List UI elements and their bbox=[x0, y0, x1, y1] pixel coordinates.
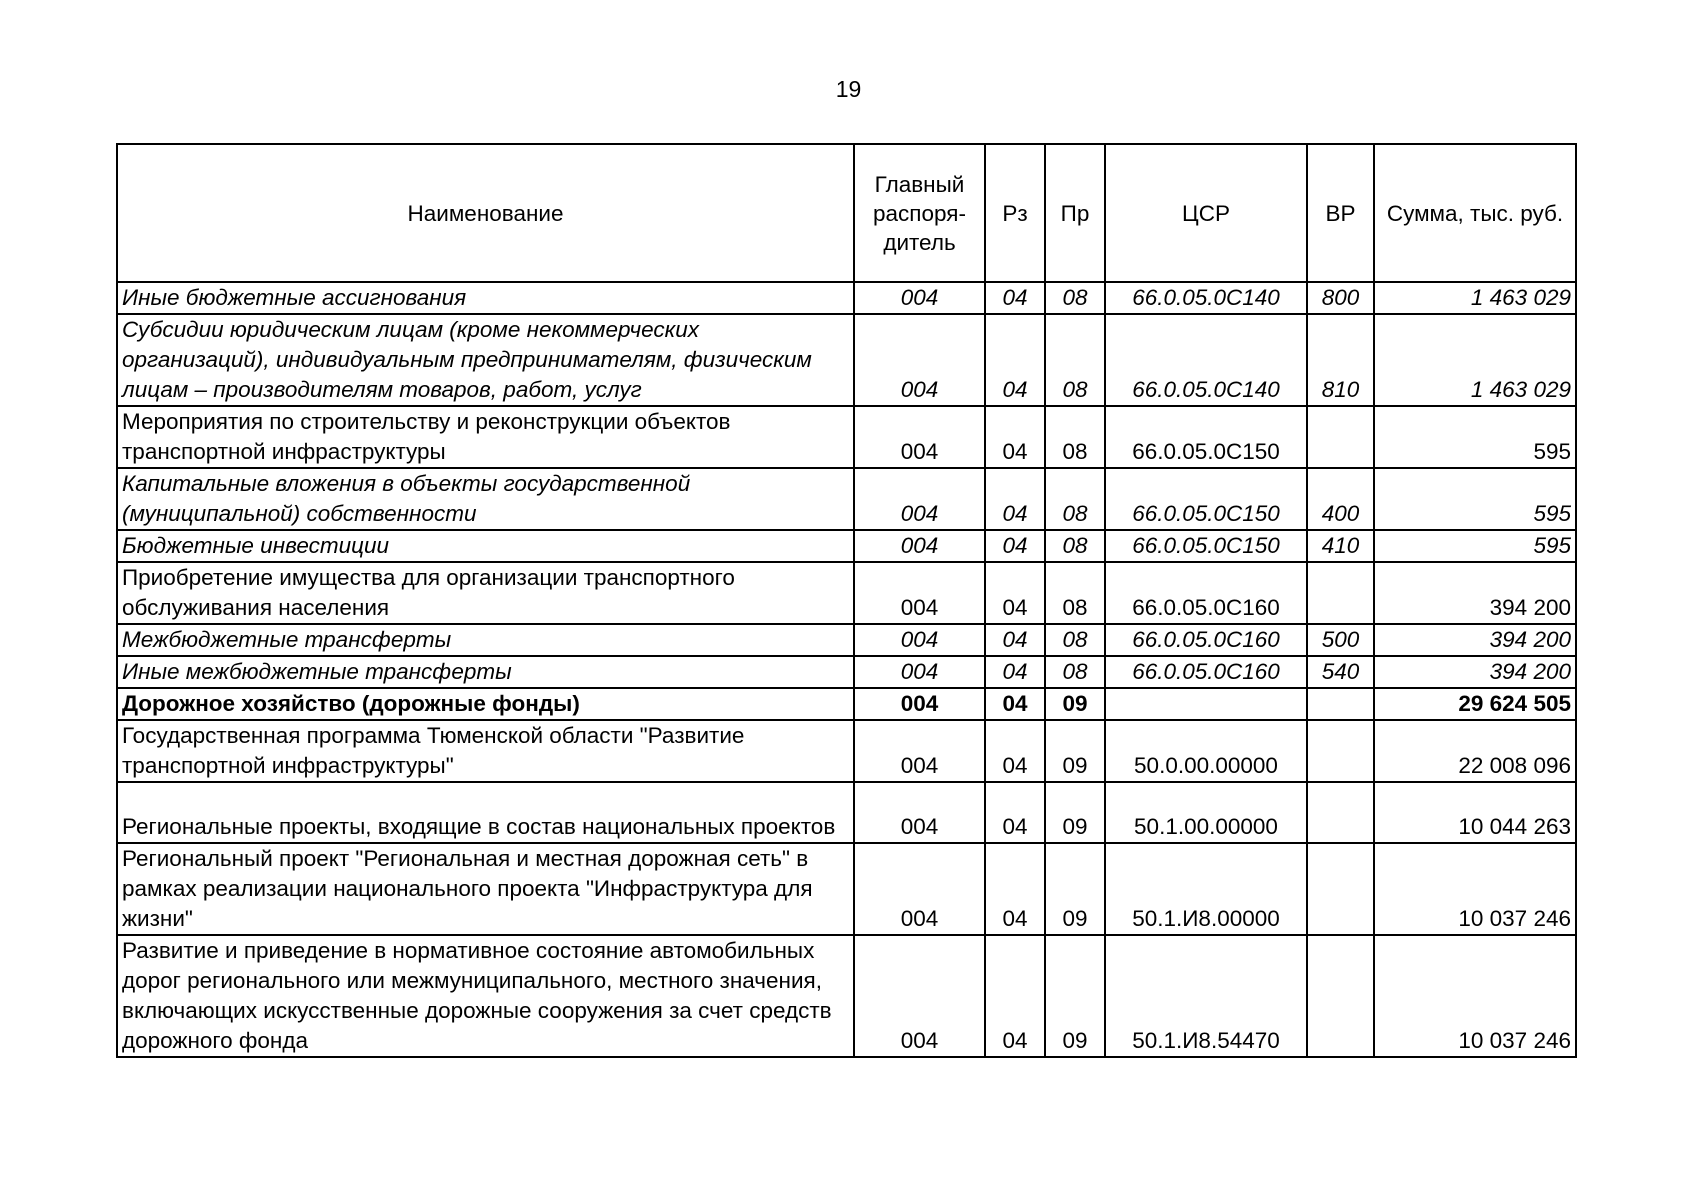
row-target-article: 66.0.05.0С150 bbox=[1105, 406, 1307, 468]
row-subsection: 08 bbox=[1045, 656, 1105, 688]
row-target-article: 66.0.05.0С140 bbox=[1105, 314, 1307, 406]
row-subsection: 08 bbox=[1045, 562, 1105, 624]
row-subsection: 08 bbox=[1045, 406, 1105, 468]
row-name: Государственная программа Тюменской области "Развитие транспортной инфраструктуры" bbox=[117, 720, 854, 782]
row-target-article: 66.0.05.0С160 bbox=[1105, 656, 1307, 688]
header-subsection: Пр bbox=[1045, 144, 1105, 282]
table-row bbox=[117, 468, 1576, 530]
row-chief-manager: 004 bbox=[854, 843, 985, 935]
row-name: Иные межбюджетные трансферты bbox=[117, 656, 854, 688]
table-row bbox=[117, 624, 1576, 656]
row-target-article: 66.0.05.0С150 bbox=[1105, 468, 1307, 530]
table-row bbox=[117, 720, 1576, 782]
row-name: Приобретение имущества для организации транспортного обслуживания населения bbox=[117, 562, 854, 624]
row-name: Капитальные вложения в объекты государственной (муниципальной) собственности bbox=[117, 468, 854, 530]
row-amount: 394 200 bbox=[1374, 656, 1576, 688]
row-expense-type: 400 bbox=[1307, 468, 1374, 530]
row-subsection: 08 bbox=[1045, 282, 1105, 314]
row-amount: 10 044 263 bbox=[1374, 782, 1576, 843]
row-section: 04 bbox=[985, 468, 1045, 530]
row-amount: 10 037 246 bbox=[1374, 843, 1576, 935]
row-expense-type: 800 bbox=[1307, 282, 1374, 314]
row-subsection: 08 bbox=[1045, 468, 1105, 530]
row-subsection: 08 bbox=[1045, 314, 1105, 406]
table-row bbox=[117, 782, 1576, 843]
row-section: 04 bbox=[985, 624, 1045, 656]
row-amount: 10 037 246 bbox=[1374, 935, 1576, 1057]
row-subsection: 09 bbox=[1045, 720, 1105, 782]
row-subsection: 08 bbox=[1045, 624, 1105, 656]
row-section: 04 bbox=[985, 935, 1045, 1057]
row-amount: 595 bbox=[1374, 530, 1576, 562]
header-amount: Сумма, тыс. руб. bbox=[1374, 144, 1576, 282]
row-chief-manager: 004 bbox=[854, 688, 985, 720]
row-amount: 1 463 029 bbox=[1374, 314, 1576, 406]
row-subsection: 09 bbox=[1045, 935, 1105, 1057]
header-chief-manager: Главный распоря-дитель bbox=[854, 144, 985, 282]
row-section: 04 bbox=[985, 688, 1045, 720]
row-name: Мероприятия по строительству и реконструкции объектов транспортной инфраструктуры bbox=[117, 406, 854, 468]
row-chief-manager: 004 bbox=[854, 720, 985, 782]
table-row bbox=[117, 282, 1576, 314]
table-row bbox=[117, 688, 1576, 720]
row-section: 04 bbox=[985, 562, 1045, 624]
row-name: Бюджетные инвестиции bbox=[117, 530, 854, 562]
header-expense-type: ВР bbox=[1307, 144, 1374, 282]
row-name: Субсидии юридическим лицам (кроме некоммерческих организаций), индивидуальным предпринимателям, физическим лицам – производителям товаров, работ, услуг bbox=[117, 314, 854, 406]
budget-table bbox=[116, 143, 1577, 1058]
row-subsection: 09 bbox=[1045, 843, 1105, 935]
row-target-article: 50.0.00.00000 bbox=[1105, 720, 1307, 782]
row-section: 04 bbox=[985, 314, 1045, 406]
table-row bbox=[117, 935, 1576, 1057]
table-row bbox=[117, 843, 1576, 935]
table-row bbox=[117, 656, 1576, 688]
row-name: Иные бюджетные ассигнования bbox=[117, 282, 854, 314]
row-section: 04 bbox=[985, 720, 1045, 782]
row-target-article: 50.1.И8.54470 bbox=[1105, 935, 1307, 1057]
table-row bbox=[117, 530, 1576, 562]
row-expense-type: 540 bbox=[1307, 656, 1374, 688]
row-name: Развитие и приведение в нормативное состояние автомобильных дорог регионального или межмуниципального, местного значения, включающих искусственные дорожные сооружения за счет средств дорожного фонда bbox=[117, 935, 854, 1057]
row-name: Региональные проекты, входящие в состав национальных проектов bbox=[117, 782, 854, 843]
row-chief-manager: 004 bbox=[854, 530, 985, 562]
row-target-article: 66.0.05.0С150 bbox=[1105, 530, 1307, 562]
row-name: Дорожное хозяйство (дорожные фонды) bbox=[117, 688, 854, 720]
row-section: 04 bbox=[985, 406, 1045, 468]
row-section: 04 bbox=[985, 843, 1045, 935]
row-section: 04 bbox=[985, 282, 1045, 314]
row-chief-manager: 004 bbox=[854, 282, 985, 314]
row-name: Межбюджетные трансферты bbox=[117, 624, 854, 656]
row-chief-manager: 004 bbox=[854, 314, 985, 406]
row-chief-manager: 004 bbox=[854, 624, 985, 656]
header-target-article: ЦСР bbox=[1105, 144, 1307, 282]
row-expense-type: 410 bbox=[1307, 530, 1374, 562]
table-row bbox=[117, 406, 1576, 468]
row-amount: 22 008 096 bbox=[1374, 720, 1576, 782]
header-section: Рз bbox=[985, 144, 1045, 282]
header-name: Наименование bbox=[117, 144, 854, 282]
page-number: 19 bbox=[835, 76, 862, 102]
row-amount: 394 200 bbox=[1374, 562, 1576, 624]
row-amount: 1 463 029 bbox=[1374, 282, 1576, 314]
row-expense-type bbox=[1307, 688, 1374, 720]
row-amount: 394 200 bbox=[1374, 624, 1576, 656]
row-chief-manager: 004 bbox=[854, 406, 985, 468]
row-section: 04 bbox=[985, 782, 1045, 843]
row-amount: 595 bbox=[1374, 406, 1576, 468]
row-expense-type bbox=[1307, 782, 1374, 843]
row-expense-type bbox=[1307, 843, 1374, 935]
row-subsection: 08 bbox=[1045, 530, 1105, 562]
table-header-row bbox=[117, 144, 1576, 282]
row-section: 04 bbox=[985, 656, 1045, 688]
row-target-article: 50.1.И8.00000 bbox=[1105, 843, 1307, 935]
row-chief-manager: 004 bbox=[854, 935, 985, 1057]
row-target-article: 66.0.05.0С160 bbox=[1105, 624, 1307, 656]
row-section: 04 bbox=[985, 530, 1045, 562]
table-row bbox=[117, 314, 1576, 406]
row-amount: 29 624 505 bbox=[1374, 688, 1576, 720]
row-target-article: 66.0.05.0С160 bbox=[1105, 562, 1307, 624]
row-subsection: 09 bbox=[1045, 688, 1105, 720]
row-expense-type bbox=[1307, 935, 1374, 1057]
row-amount: 595 bbox=[1374, 468, 1576, 530]
row-expense-type bbox=[1307, 562, 1374, 624]
row-target-article: 50.1.00.00000 bbox=[1105, 782, 1307, 843]
row-chief-manager: 004 bbox=[854, 562, 985, 624]
row-subsection: 09 bbox=[1045, 782, 1105, 843]
row-chief-manager: 004 bbox=[854, 468, 985, 530]
table-row bbox=[117, 562, 1576, 624]
row-target-article: 66.0.05.0С140 bbox=[1105, 282, 1307, 314]
row-chief-manager: 004 bbox=[854, 656, 985, 688]
row-expense-type: 500 bbox=[1307, 624, 1374, 656]
row-expense-type: 810 bbox=[1307, 314, 1374, 406]
row-expense-type bbox=[1307, 720, 1374, 782]
row-target-article bbox=[1105, 688, 1307, 720]
row-name: Региональный проект "Региональная и местная дорожная сеть" в рамках реализации национального проекта "Инфраструктура для жизни" bbox=[117, 843, 854, 935]
row-chief-manager: 004 bbox=[854, 782, 985, 843]
row-expense-type bbox=[1307, 406, 1374, 468]
